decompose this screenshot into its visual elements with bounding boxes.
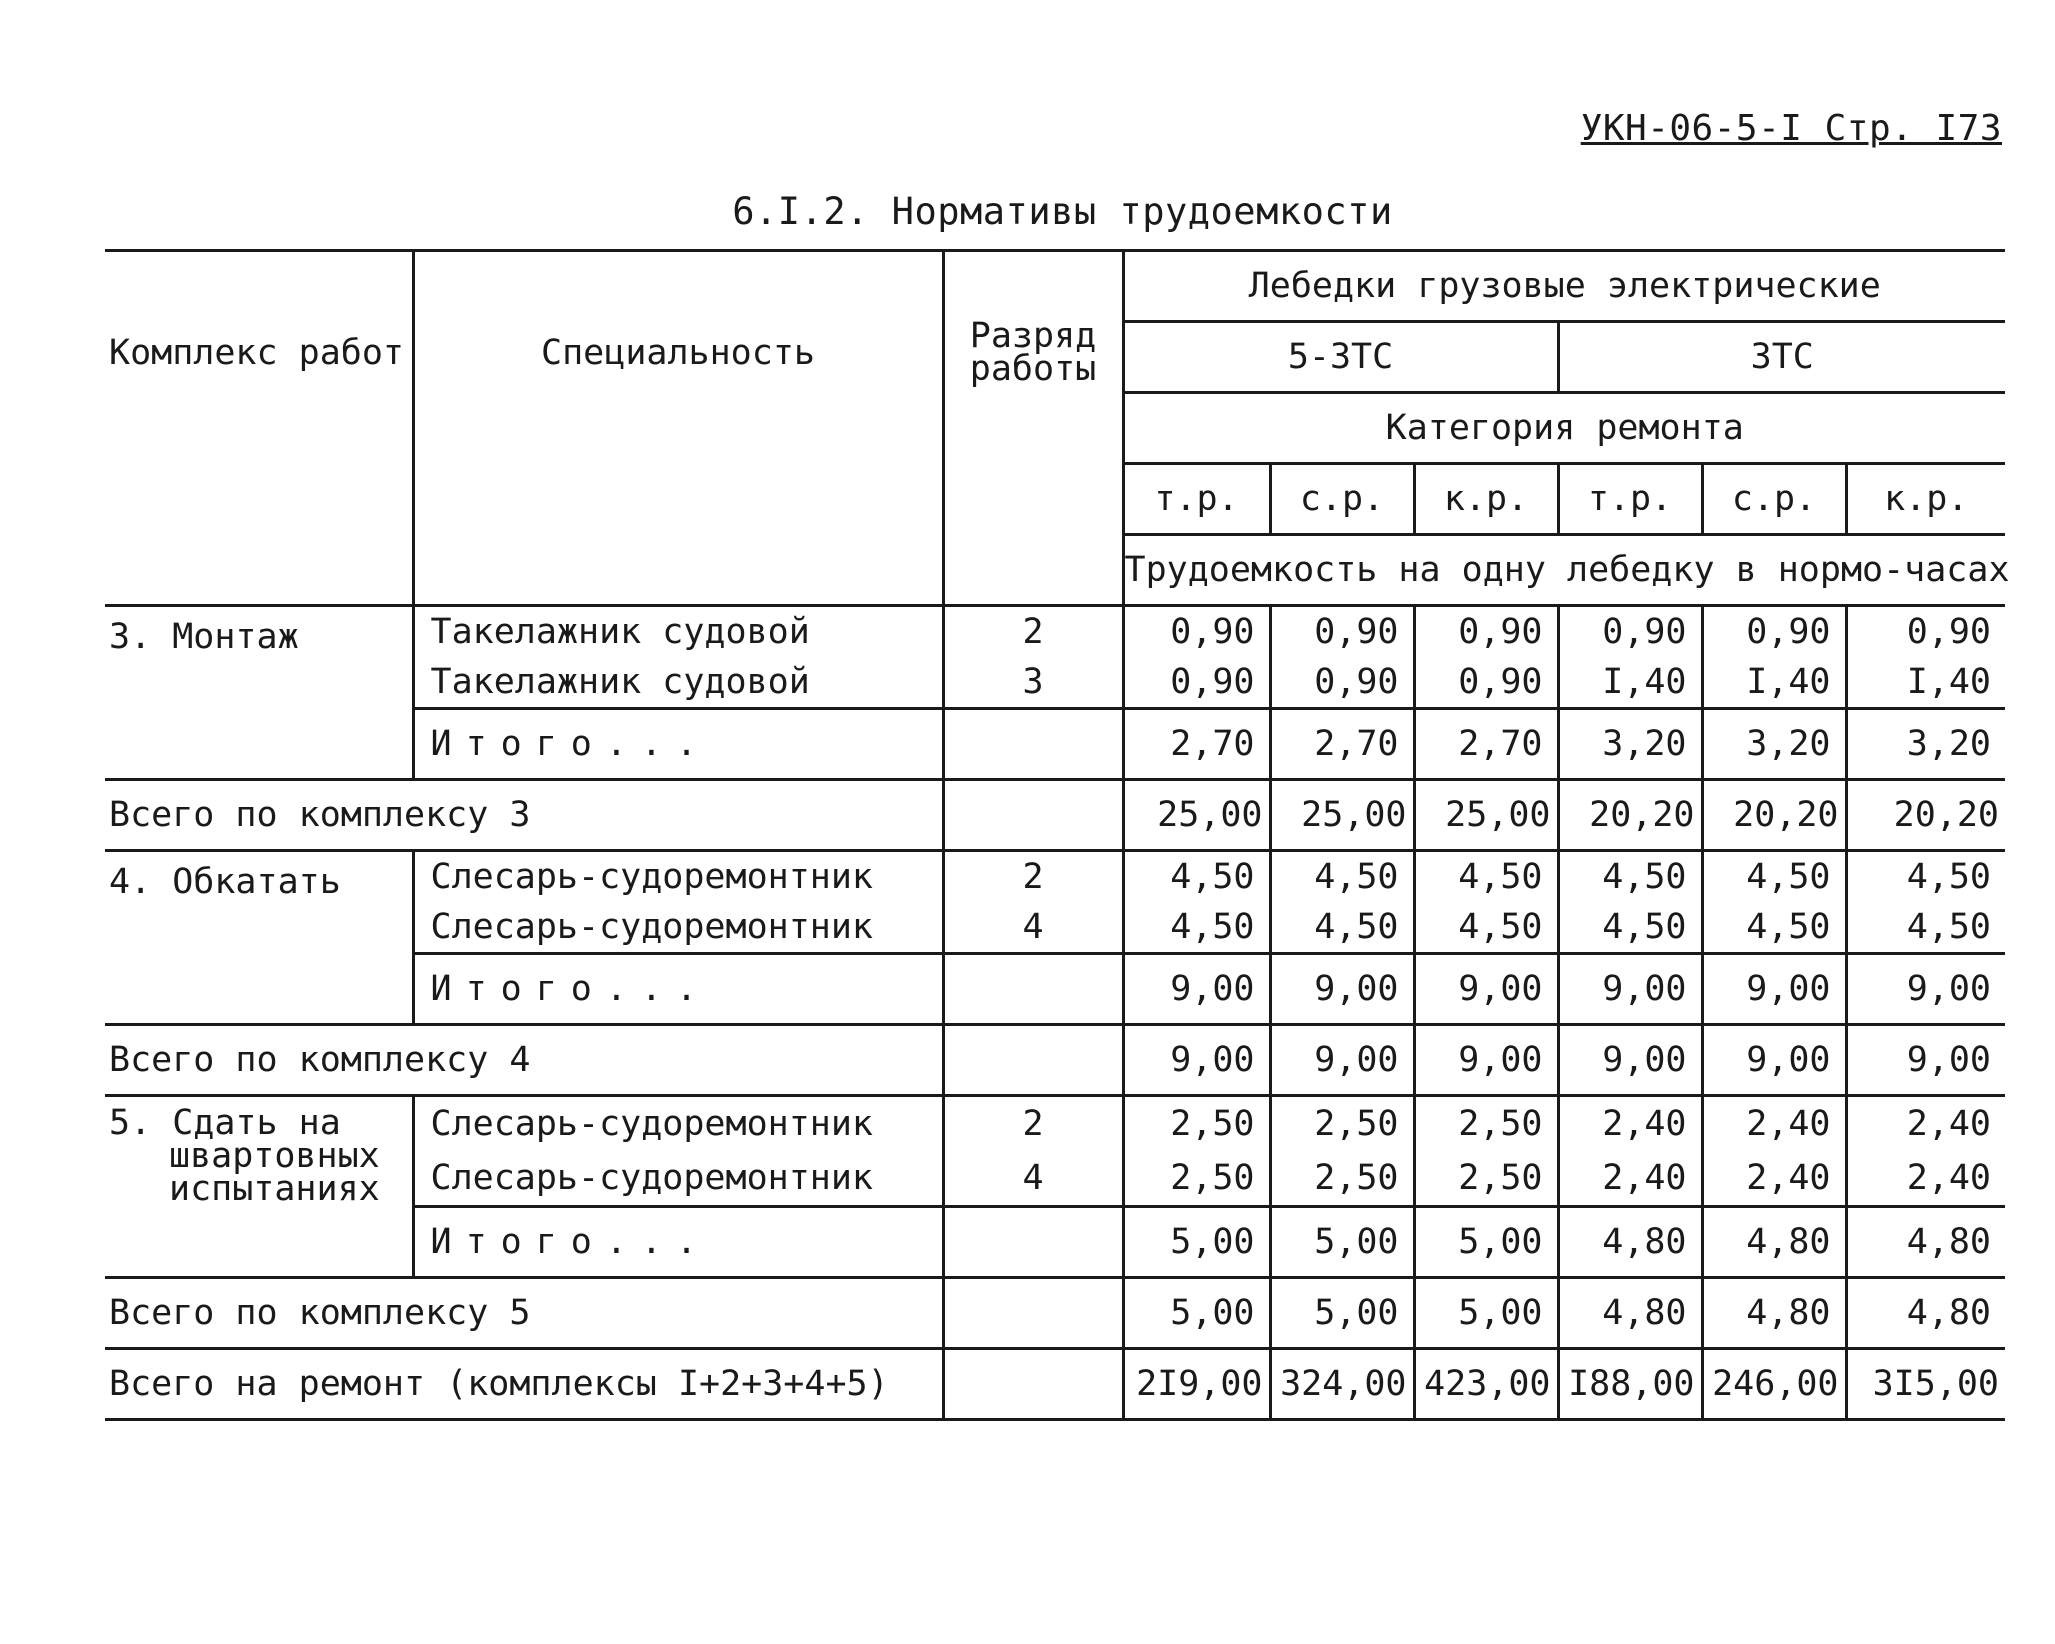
value-cell: 4,50 (1123, 851, 1270, 903)
value-cell: 2,40 (1702, 1096, 1846, 1151)
complex-name: 4. Обкатать (109, 862, 341, 902)
grand-total-value: 2I9,00 (1123, 1348, 1270, 1419)
value-cell: 4,50 (1702, 902, 1846, 954)
value-cell: 0,90 (1123, 657, 1270, 709)
value-cell: I,40 (1846, 657, 2005, 709)
complex-total-value: 20,20 (1846, 780, 2005, 851)
complex-total-value: 9,00 (1414, 1025, 1558, 1096)
page-reference: УКН-06-5-I Стр. I73 (1580, 108, 2002, 149)
complex-total-value: 20,20 (1702, 780, 1846, 851)
grade-cell: 2 (943, 851, 1123, 903)
empty-cell (943, 954, 1123, 1025)
header-group-title: Лебедки грузовые электрические (1123, 251, 2005, 322)
value-cell: 4,50 (1270, 902, 1414, 954)
value-cell: 0,90 (1702, 606, 1846, 658)
subtotal-value: 3,20 (1558, 709, 1702, 780)
complex-total-value: 5,00 (1123, 1277, 1270, 1348)
complex-total-value: 25,00 (1414, 780, 1558, 851)
complex-total-value: 5,00 (1414, 1277, 1558, 1348)
value-cell: 2,40 (1846, 1151, 2005, 1206)
complex-name: 3. Монтаж (109, 617, 299, 657)
header-grade (943, 251, 1123, 606)
value-cell: 4,50 (1702, 851, 1846, 903)
subtotal-value: 5,00 (1270, 1206, 1414, 1277)
header-repair-type: с.р. (1270, 464, 1414, 535)
value-cell: 2,40 (1558, 1151, 1702, 1206)
value-cell: 2,50 (1270, 1096, 1414, 1151)
header-unit-caption: Трудоемкость на одну лебедку в нормо-часах (1123, 535, 2005, 606)
value-cell: 2,50 (1123, 1096, 1270, 1151)
subtotal-value: 3,20 (1702, 709, 1846, 780)
complex-total-label: Всего по комплексу 3 (105, 780, 943, 851)
complex-total-value: 5,00 (1270, 1277, 1414, 1348)
subtotal-label: Итого... (413, 1206, 943, 1277)
value-cell: 4,50 (1123, 902, 1270, 954)
subtotal-value: 9,00 (1414, 954, 1558, 1025)
grand-total-label: Всего на ремонт (комплексы I+2+3+4+5) (105, 1348, 943, 1419)
grand-total-value: 324,00 (1270, 1348, 1414, 1419)
grade-cell: 4 (943, 1151, 1123, 1206)
value-cell: 0,90 (1270, 657, 1414, 709)
specialty-cell: Слесарь-судоремонтник (413, 1096, 943, 1151)
complex-total-value: 20,20 (1558, 780, 1702, 851)
subtotal-label: Итого... (413, 954, 943, 1025)
header-repair-category: Категория ремонта (1123, 393, 2005, 464)
value-cell: 4,50 (1846, 902, 2005, 954)
complex-total-value: 4,80 (1846, 1277, 2005, 1348)
empty-cell (105, 709, 413, 780)
empty-cell (943, 1277, 1123, 1348)
value-cell: 4,50 (1414, 902, 1558, 954)
value-cell: I,40 (1558, 657, 1702, 709)
grand-total-value: 423,00 (1414, 1348, 1558, 1419)
value-cell: 2,40 (1846, 1096, 2005, 1151)
value-cell: I,40 (1702, 657, 1846, 709)
empty-cell (943, 709, 1123, 780)
header-model-1: 5-3ТС (1123, 322, 1558, 393)
complex-name-line: швартовных (169, 1136, 380, 1176)
value-cell: 4,50 (1414, 851, 1558, 903)
complex-total-value: 9,00 (1270, 1025, 1414, 1096)
grade-cell: 2 (943, 1096, 1123, 1151)
complex-total-value: 9,00 (1558, 1025, 1702, 1096)
empty-cell (105, 954, 413, 1025)
document-title: 6.I.2. Нормативы трудоемкости (732, 190, 1393, 233)
grade-cell: 2 (943, 606, 1123, 658)
grade-cell: 4 (943, 902, 1123, 954)
value-cell: 0,90 (1846, 606, 2005, 658)
empty-cell (105, 1206, 413, 1277)
subtotal-value: 4,80 (1702, 1206, 1846, 1277)
subtotal-value: 4,80 (1846, 1206, 2005, 1277)
grand-total-value: I88,00 (1558, 1348, 1702, 1419)
empty-cell (943, 1206, 1123, 1277)
complex-total-value: 4,80 (1558, 1277, 1702, 1348)
value-cell: 0,90 (1414, 657, 1558, 709)
complex-total-value: 4,80 (1702, 1277, 1846, 1348)
specialty-cell: Слесарь-судоремонтник (413, 851, 943, 903)
header-complex: Комплекс работ (105, 251, 413, 606)
value-cell: 4,50 (1558, 851, 1702, 903)
complex-total-value: 25,00 (1123, 780, 1270, 851)
subtotal-value: 9,00 (1846, 954, 2005, 1025)
specialty-cell: Такелажник судовой (413, 606, 943, 658)
specialty-cell: Такелажник судовой (413, 657, 943, 709)
complex-total-label: Всего по комплексу 5 (105, 1277, 943, 1348)
value-cell: 4,50 (1558, 902, 1702, 954)
subtotal-value: 2,70 (1414, 709, 1558, 780)
empty-cell (943, 1025, 1123, 1096)
complex-name (105, 1096, 413, 1207)
value-cell: 0,90 (1558, 606, 1702, 658)
value-cell: 2,50 (1123, 1151, 1270, 1206)
subtotal-label: Итого... (413, 709, 943, 780)
value-cell: 0,90 (1414, 606, 1558, 658)
subtotal-value: 9,00 (1123, 954, 1270, 1025)
header-repair-type: т.р. (1123, 464, 1270, 535)
complex-total-value: 9,00 (1846, 1025, 2005, 1096)
value-cell: 2,50 (1270, 1151, 1414, 1206)
subtotal-value: 9,00 (1558, 954, 1702, 1025)
value-cell: 4,50 (1846, 851, 2005, 903)
subtotal-value: 9,00 (1270, 954, 1414, 1025)
subtotal-value: 4,80 (1558, 1206, 1702, 1277)
empty-cell (943, 780, 1123, 851)
subtotal-value: 9,00 (1702, 954, 1846, 1025)
value-cell: 0,90 (1123, 606, 1270, 658)
value-cell: 2,40 (1558, 1096, 1702, 1151)
subtotal-value: 2,70 (1123, 709, 1270, 780)
value-cell: 2,50 (1414, 1151, 1558, 1206)
header-model-2: 3ТС (1558, 322, 2005, 393)
complex-total-label: Всего по комплексу 4 (105, 1025, 943, 1096)
specialty-cell: Слесарь-судоремонтник (413, 902, 943, 954)
complex-total-value: 9,00 (1702, 1025, 1846, 1096)
empty-cell (943, 1348, 1123, 1419)
value-cell: 2,40 (1702, 1151, 1846, 1206)
complex-name-line: испытаниях (169, 1169, 380, 1209)
subtotal-value: 3,20 (1846, 709, 2005, 780)
header-specialty: Специальность (413, 251, 943, 606)
header-grade-text: Разряд работы (969, 316, 1097, 389)
grand-total-value: 246,00 (1702, 1348, 1846, 1419)
complex-total-value: 9,00 (1123, 1025, 1270, 1096)
header-repair-type: с.р. (1702, 464, 1846, 535)
value-cell: 4,50 (1270, 851, 1414, 903)
subtotal-value: 2,70 (1270, 709, 1414, 780)
specialty-cell: Слесарь-судоремонтник (413, 1151, 943, 1206)
subtotal-value: 5,00 (1123, 1206, 1270, 1277)
header-repair-type: к.р. (1414, 464, 1558, 535)
labor-norms-table (105, 249, 2010, 1421)
header-repair-type: т.р. (1558, 464, 1702, 535)
value-cell: 0,90 (1270, 606, 1414, 658)
subtotal-value: 5,00 (1414, 1206, 1558, 1277)
grand-total-value: 3I5,00 (1846, 1348, 2005, 1419)
complex-name-line: 5. Сдать на (109, 1103, 341, 1143)
value-cell: 2,50 (1414, 1096, 1558, 1151)
grade-cell: 3 (943, 657, 1123, 709)
complex-total-value: 25,00 (1270, 780, 1414, 851)
header-repair-type: к.р. (1846, 464, 2005, 535)
